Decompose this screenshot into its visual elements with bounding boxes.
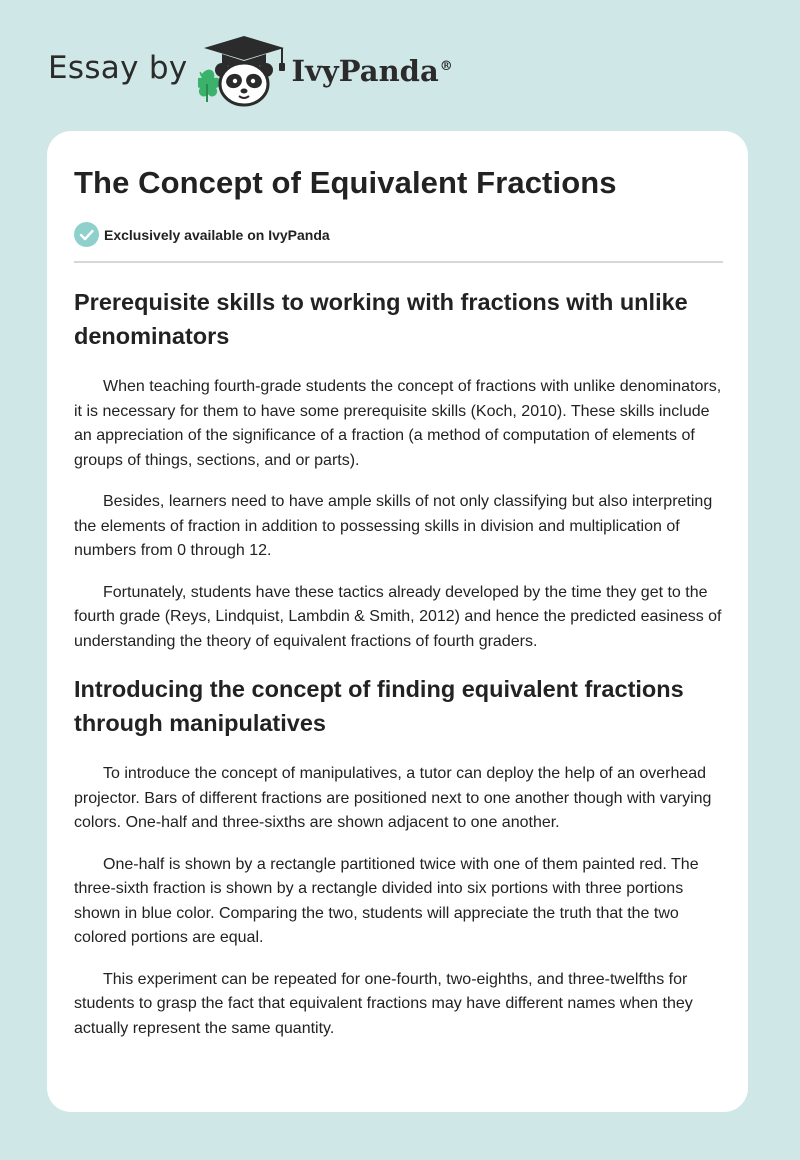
body-paragraph: Besides, learners need to have ample skills of not only classifying but also interpreting the elements of fraction in addition to possessing skills in division and multiplication of numbers from 0 through 12. xyxy=(74,493,713,559)
body-paragraph: This experiment can be repeated for one-fourth, two-eighths, and three-twelfths for students to grasp the fact that equivalent fractions may have different names when they actually represent the same quantity. xyxy=(74,970,693,1037)
exclusive-badge-text: Exclusively available on IvyPanda xyxy=(104,226,330,243)
body-paragraph: Fortunately, students have these tactics already developed by the time they get to the fourth grade (Reys, Lindquist, Lambdin & Smith, 2012) and hence the predicted easiness of understanding the theory of equivalent fractions of fourth graders. xyxy=(74,583,722,650)
essay-title: The Concept of Equivalent Fractions xyxy=(74,165,617,200)
panda-graduate-icon xyxy=(198,30,290,110)
body-paragraph: When teaching fourth-grade students the concept of fractions with unlike denominators, it is necessary for them to have some prerequisite skills (Koch, 2010). These skills include an appreciation of the significance of a fraction (a method of computation of elements of groups of things, sections, and or parts). xyxy=(74,378,722,469)
brand-header xyxy=(48,30,453,110)
exclusive-badge xyxy=(74,222,330,247)
section-manipulatives xyxy=(74,672,729,1041)
section-prerequisite-skills xyxy=(74,285,729,654)
title-divider xyxy=(74,261,723,263)
body-paragraph: One-half is shown by a rectangle partitioned twice with one of them painted red. The three-sixth fraction is shown by a rectangle divided into six portions with three portions shown in blue color. Comparing the two, students will appreciate the truth that the two colored portions are equal. xyxy=(74,855,699,946)
essay-card xyxy=(47,131,748,1112)
section-heading: Prerequisite skills to working with fractions with unlike denominators xyxy=(74,289,688,349)
registered-mark: ® xyxy=(439,59,453,75)
brand-name xyxy=(292,54,453,88)
check-circle-icon xyxy=(74,222,99,247)
body-paragraph: To introduce the concept of manipulatives, a tutor can deploy the help of an overhead projector. Bars of different fractions are positioned next to one another though with varying colors. One-half and three-sixths are shown adjacent to one another. xyxy=(74,765,712,831)
brand-name-text: IvyPanda xyxy=(291,54,439,88)
brand-prefix: Essay by xyxy=(48,50,188,86)
essay-body xyxy=(74,285,729,1058)
section-heading: Introducing the concept of finding equivalent fractions through manipulatives xyxy=(74,676,684,736)
